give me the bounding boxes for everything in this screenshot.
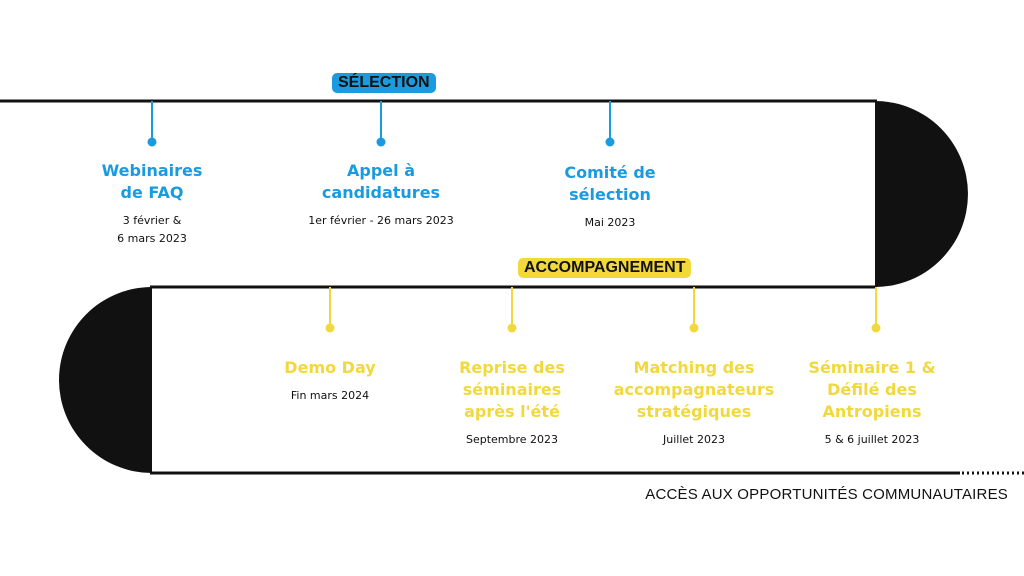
milestone-title: Appel à candidatures <box>321 161 441 202</box>
milestone-date: 5 & 6 juillet 2023 <box>824 433 920 446</box>
connector-seminaire <box>872 287 881 333</box>
milestone-matching <box>614 357 775 449</box>
connector-demo-day <box>326 287 335 333</box>
milestone-date: 1er février - 26 mars 2023 <box>308 214 454 227</box>
milestone-comite-selection <box>564 162 655 232</box>
milestone-title: Webinaires de FAQ <box>101 161 203 202</box>
milestone-date: 3 février & 6 mars 2023 <box>117 214 187 245</box>
milestone-seminaire-1 <box>808 357 935 449</box>
connector-reprise <box>508 287 517 333</box>
milestone-title: Comité de sélection <box>564 163 656 204</box>
milestone-appel-candidatures <box>308 160 453 230</box>
selection-phase-badge: SÉLECTION <box>332 73 436 93</box>
milestone-webinaires <box>102 160 203 248</box>
milestone-title: Matching des accompagnateurs stratégiques <box>613 358 775 421</box>
left-curve <box>59 287 152 473</box>
accompaniment-phase-badge: ACCOMPAGNEMENT <box>518 258 691 278</box>
milestone-date: Mai 2023 <box>584 216 636 229</box>
milestone-demo-day <box>284 357 375 405</box>
milestone-date: Juillet 2023 <box>663 433 725 446</box>
milestone-title: Demo Day <box>284 358 376 377</box>
milestone-date: Fin mars 2024 <box>290 389 370 402</box>
milestone-title: Séminaire 1 & Défilé des Antropiens <box>808 358 936 421</box>
right-curve <box>875 101 968 287</box>
milestone-title: Reprise des séminaires après l'été <box>459 358 565 421</box>
connector-webinaires <box>148 101 157 147</box>
footer-caption: ACCÈS AUX OPPORTUNITÉS COMMUNAUTAIRES <box>645 486 1008 503</box>
connector-matching <box>690 287 699 333</box>
milestone-date: Septembre 2023 <box>465 433 559 446</box>
connector-appel <box>377 101 386 147</box>
milestone-reprise-seminaires <box>459 357 565 449</box>
connector-comite <box>606 101 615 147</box>
